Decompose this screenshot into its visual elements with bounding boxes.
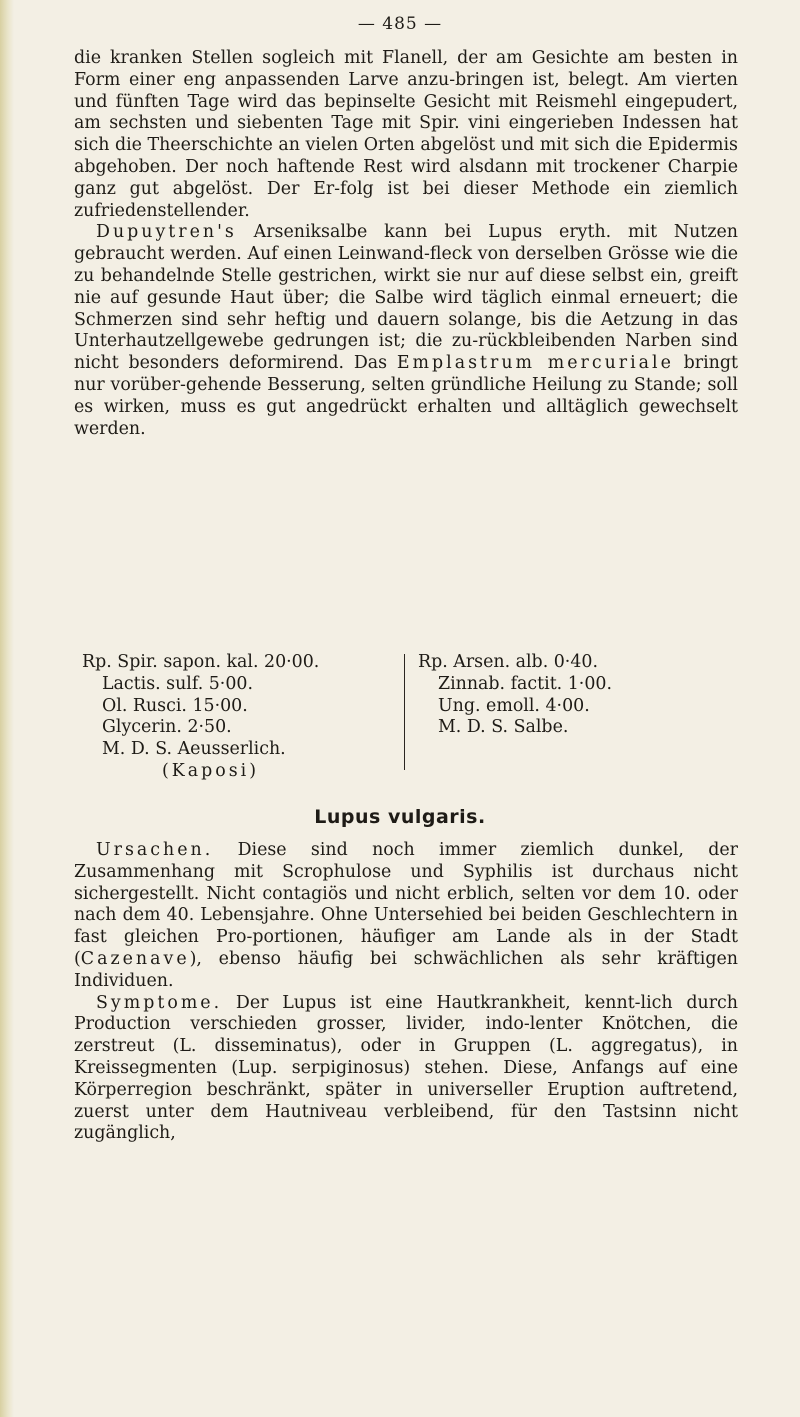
recipe-right [418,652,718,739]
recipe-left [82,652,392,783]
recipe-left-author: (Kaposi) [162,760,260,781]
recipe-left-line: Ol. Rusci. 15·00. [102,695,248,716]
paragraph-symptoms: Symptome. Der Lupus ist eine Hautkrankheit, kennt-lich durch Production verschieden grosser, livider, indo-lenter Knötchen, die zerstreut (L. disseminatus), oder in Gruppen (L. aggregatus), in Kreissegmenten (Lup. serpiginosus) stehen. Diese, Anfangs auf eine Körperregion beschränkt, später in universeller Eruption auftretend, zuerst unter dem Hautniveau verbleibend, für den Tastsinn nicht zugänglich, [74,992,738,1144]
term-emplastrum: Emplastrum mercuriale [396,353,674,374]
paragraph-block-bottom [74,840,738,1145]
paragraph-block-top [74,48,738,440]
recipe-left-line: Lactis. sulf. 5·00. [102,673,253,694]
recipe-left-line: M. D. S. Aeusserlich. [102,739,286,760]
name-dupuytren: Dupuytren's [96,222,237,243]
paragraph-arsenic-salve: Dupuytren's Arseniksalbe kann bei Lupus eryth. mit Nutzen gebraucht werden. Auf einen Leinwand-fleck von derselben Grösse wie die zu behandelnde Stelle gestrichen, wirkt sie nur auf diese selbst ein, greift nie auf gesunde Haut über; die Salbe wird täglich einmal erneuert; die Schmerzen sind sehr heftig und dauern solange, bis die Aetzung in das Unterhautzellgewebe gedrungen ist; die zu-rückbleibenden Narben sind nicht besonders deformirend. Das Emplastrum mercuriale bringt nur vorüber-gehende Besserung, selten gründliche Heilung zu Stande; soll es wirken, muss es gut angedrückt erhalten und alltäglich gewechselt werden. [74,222,739,439]
recipe-right-line: Zinnab. factit. 1·00. [438,673,612,694]
recipe-right-line: Ung. emoll. 4·00. [438,695,590,716]
recipe-left-line: Rp. Spir. sapon. kal. 20·00. [82,652,320,672]
recipe-right-line: M. D. S. Salbe. [438,717,569,738]
page-number: — 485 — [357,14,443,34]
paragraph-causes: Ursachen. Diese sind noch immer ziemlich dunkel, der Zusammenhang mit Scrophulose und Syphilis ist durchaus nicht sichergestellt. Nicht contagiös und nicht erblich, selten vor dem 10. oder nach dem 40. Lebensjahre. Ohne Untersehied bei beiden Geschlechtern in fast gleichen Pro-portionen, häufiger am Lande als in der Stadt (Cazenave), ebenso häufig bei schwächlichen als sehr kräftigen Individuen. [74,840,738,991]
paragraph-treatment: die kranken Stellen sogleich mit Flanell, der am Gesichte am besten in Form einer eng anpassenden Larve anzu-bringen ist, belegt. Am vierten und fünften Tage wird das bepinselte Gesicht mit Reismehl eingepudert, am sechsten und siebenten Tage mit Spir. vini eingerieben Indessen hat sich die Theerschichte an vielen Orten abgelöst und mit sich die Epidermis abgehoben. Der noch haftende Rest wird alsdann mit trockener Charpie ganz gut abgelöst. Der Er-folg ist bei dieser Methode ein ziemlich zufriedenstellender. [74,48,738,221]
recipes-block [82,652,722,781]
section-heading: Lupus vulgaris. [314,806,486,828]
label-symptoms: Symptome. [96,992,223,1013]
recipe-right-line: Rp. Arsen. alb. 0·40. [418,652,598,672]
recipe-divider [404,654,405,770]
name-cazenave: Cazenave [80,948,190,969]
label-causes: Ursachen. [96,840,214,860]
page-edge-shadow [0,0,14,1417]
recipe-left-line: Glycerin. 2·50. [102,717,232,738]
